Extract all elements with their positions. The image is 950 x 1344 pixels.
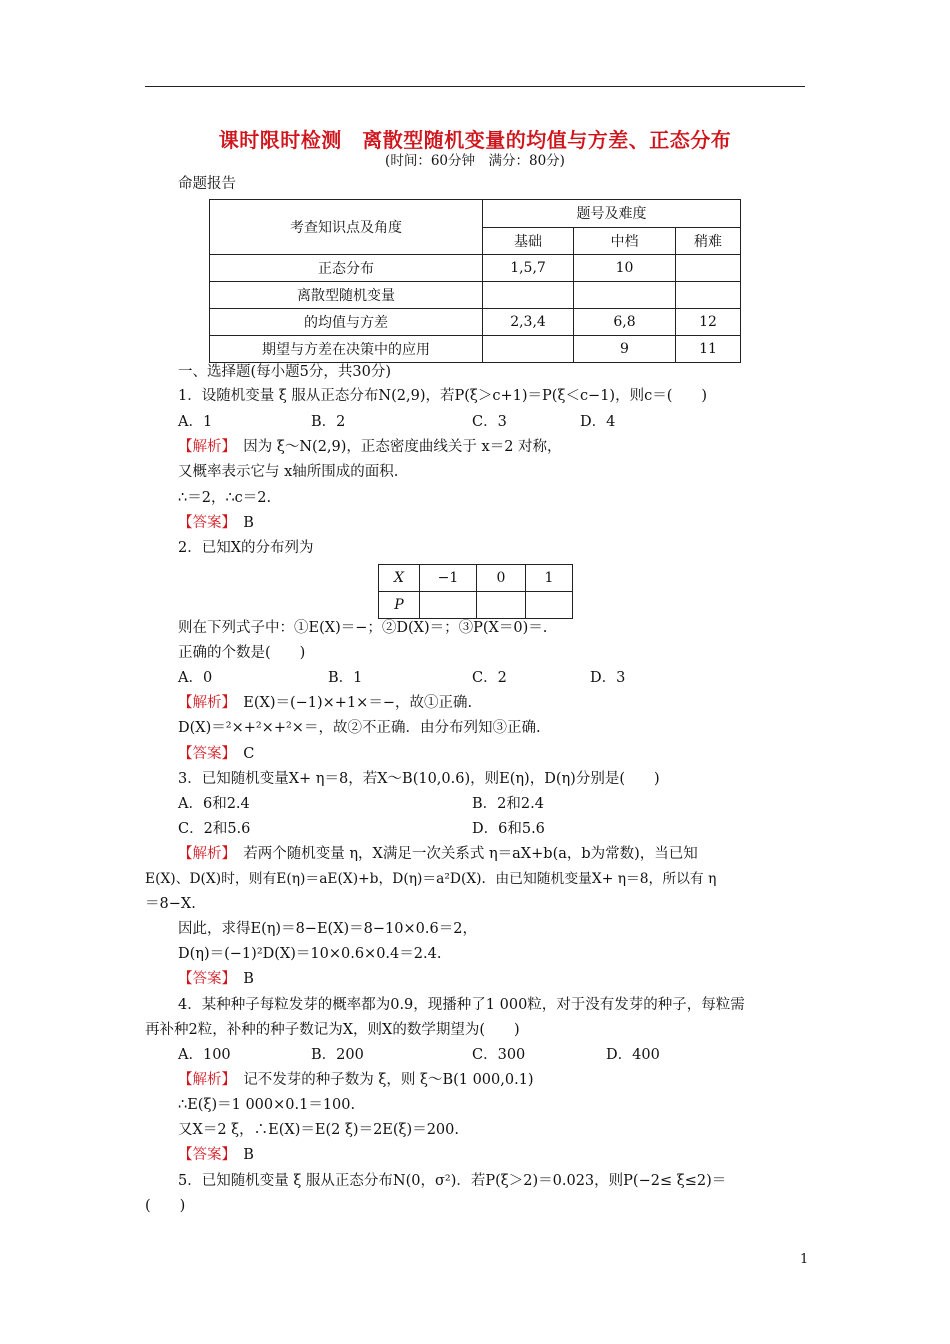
header-rule [145, 86, 805, 87]
report-table [209, 199, 741, 363]
q1-solution-line: ∴＝2，∴c＝2. [178, 490, 272, 506]
table-row: 离散型随机变量 [210, 282, 741, 309]
col-mid: 中档 [574, 227, 676, 255]
table-row: 的均值与方差 2,3,4 6,8 12 [210, 309, 741, 336]
page-title: 课时限时检测 离散型随机变量的均值与方差、正态分布 [218, 128, 732, 152]
q4-stem-2: 再补种2粒，补种的种子数记为X，则X的数学期望为( ) [145, 1022, 520, 1038]
q3-solution-line: 因此，求得E(η)＝8−E(X)＝8−10×0.6＝2， [178, 921, 477, 937]
q3-solution-line: ＝8−X. [145, 896, 196, 912]
col-knowledge: 考查知识点及角度 [210, 200, 483, 255]
page-number: 1 [800, 1252, 809, 1267]
q4-solution: 【解析】 记不发芽的种子数为 ξ，则 ξ～B(1 000,0.1) [178, 1072, 534, 1088]
report-label: 命题报告 [178, 176, 236, 192]
q3-solution-line: E(X)、D(X)时，则有E(η)＝aE(X)+b，D(η)＝a²D(X)．由已知随机变量X+ η＝8，所以有 η [145, 871, 717, 887]
q2-question: 正确的个数是( ) [178, 645, 306, 661]
q3-solution-line: D(η)＝(−1)²D(X)＝10×0.6×0.4＝2.4. [178, 946, 442, 962]
q2-solution-line: D(X)＝²×+²×+²×＝，故②不正确．由分布列知③正确. [178, 720, 541, 736]
table-row: 期望与方差在决策中的应用 9 11 [210, 336, 741, 363]
q3-stem: 3．已知随机变量X+ η＝8，若X～B(10,0.6)，则E(η)，D(η)分别是( ) [178, 771, 660, 787]
q3-solution: 【解析】 若两个随机变量 η，X满足一次关系式 η＝aX+b(a，b为常数)，当已知 [178, 846, 698, 862]
distribution-table: X −1 0 1 P [378, 564, 573, 619]
q1-answer: 【答案】 B [178, 515, 254, 531]
q1-solution: 【解析】 因为 ξ～N(2,9)，正态密度曲线关于 x＝2 对称， [178, 439, 562, 455]
section-heading: 一、选择题(每小题5分，共30分) [178, 364, 391, 380]
col-hard: 稍难 [676, 227, 741, 255]
page-subtitle: (时间：60分钟 满分：80分) [385, 153, 565, 169]
q2-statements: 则在下列式子中：①E(X)＝−；②D(X)＝；③P(X＝0)＝. [178, 620, 548, 636]
col-group: 题号及难度 [483, 200, 741, 228]
col-basic: 基础 [483, 227, 574, 255]
q4-solution-line: ∴E(ξ)＝1 000×0.1＝100. [178, 1097, 356, 1113]
q4-stem: 4．某种种子每粒发芽的概率都为0.9，现播种了1 000粒，对于没有发芽的种子，每粒需 [178, 997, 745, 1013]
q2-stem: 2．已知X的分布列为 [178, 540, 314, 556]
q4-answer: 【答案】 B [178, 1147, 254, 1163]
q1-stem: 1．设随机变量 ξ 服从正态分布N(2,9)，若P(ξ＞c+1)＝P(ξ＜c−1)，则c＝( ) [178, 388, 708, 404]
q5-stem: 5．已知随机变量 ξ 服从正态分布N(0，σ²)．若P(ξ＞2)＝0.023，则P(−2≤ ξ≤2)＝ [178, 1173, 727, 1189]
q5-stem-2: ( ) [145, 1198, 186, 1214]
q3-answer: 【答案】 B [178, 971, 254, 987]
q2-solution: 【解析】 E(X)＝(−1)×+1×＝−，故①正确. [178, 695, 473, 711]
q4-solution-line: 又X＝2 ξ，∴E(X)＝E(2 ξ)＝2E(ξ)＝200. [178, 1122, 459, 1138]
q2-answer: 【答案】 C [178, 746, 255, 762]
q1-solution-line: 又概率表示它与 x轴所围成的面积. [178, 464, 399, 480]
table-row: 正态分布 1,5,7 10 [210, 255, 741, 282]
